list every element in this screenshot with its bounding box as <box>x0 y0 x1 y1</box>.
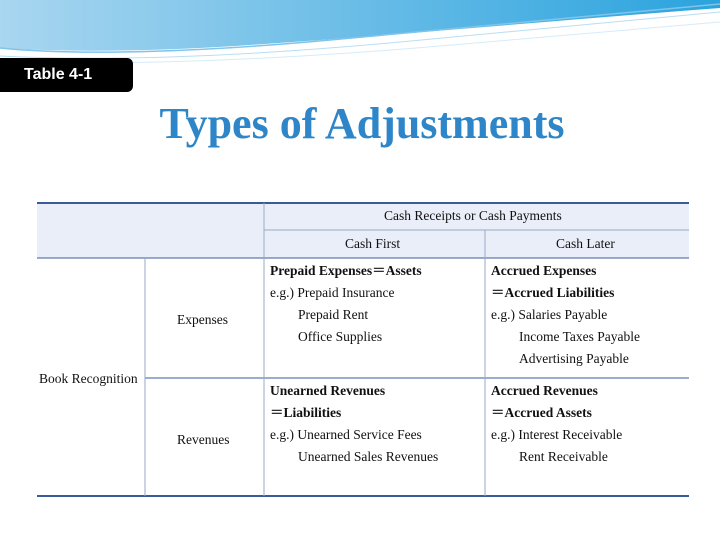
accrued-expenses-item: Advertising Payable <box>519 351 629 366</box>
unearned-revenues-example: e.g.) Unearned Service Fees <box>270 427 422 442</box>
accrued-revenues-example: e.g.) Interest Receivable <box>491 427 623 442</box>
prepaid-expenses-item: Prepaid Rent <box>298 307 369 322</box>
row-label-revenues: Revenues <box>177 432 230 447</box>
header-cash-first: Cash First <box>345 236 401 251</box>
page-title: Types of Adjustments <box>159 99 565 148</box>
accrued-revenues-title: Accrued Revenues <box>491 383 598 398</box>
prepaid-expenses-example: e.g.) Prepaid Insurance <box>270 285 395 300</box>
accrued-expenses-item: Income Taxes Payable <box>519 329 641 344</box>
unearned-revenues-title-line2: ＝Liabilities <box>270 405 342 420</box>
header-cash-receipts-or-payments: Cash Receipts or Cash Payments <box>384 208 562 223</box>
accrued-expenses-title-line2: ＝Accrued Liabilities <box>491 285 615 300</box>
table-number-tag: Table 4-1 <box>0 58 133 92</box>
prepaid-expenses-item: Office Supplies <box>298 329 383 344</box>
row-label-book-recognition: Book Recognition <box>39 371 138 386</box>
row-label-expenses: Expenses <box>177 312 228 327</box>
accrued-expenses-example: e.g.) Salaries Payable <box>491 307 608 322</box>
accrued-revenues-title-line2: ＝Accrued Assets <box>491 405 592 420</box>
header-cash-later: Cash Later <box>556 236 615 251</box>
prepaid-expenses-title: Prepaid Expenses＝Assets <box>270 263 422 278</box>
unearned-revenues-item: Unearned Sales Revenues <box>298 449 439 464</box>
accrued-revenues-item: Rent Receivable <box>519 449 608 464</box>
unearned-revenues-title: Unearned Revenues <box>270 383 386 398</box>
accrued-expenses-title: Accrued Expenses <box>491 263 597 278</box>
